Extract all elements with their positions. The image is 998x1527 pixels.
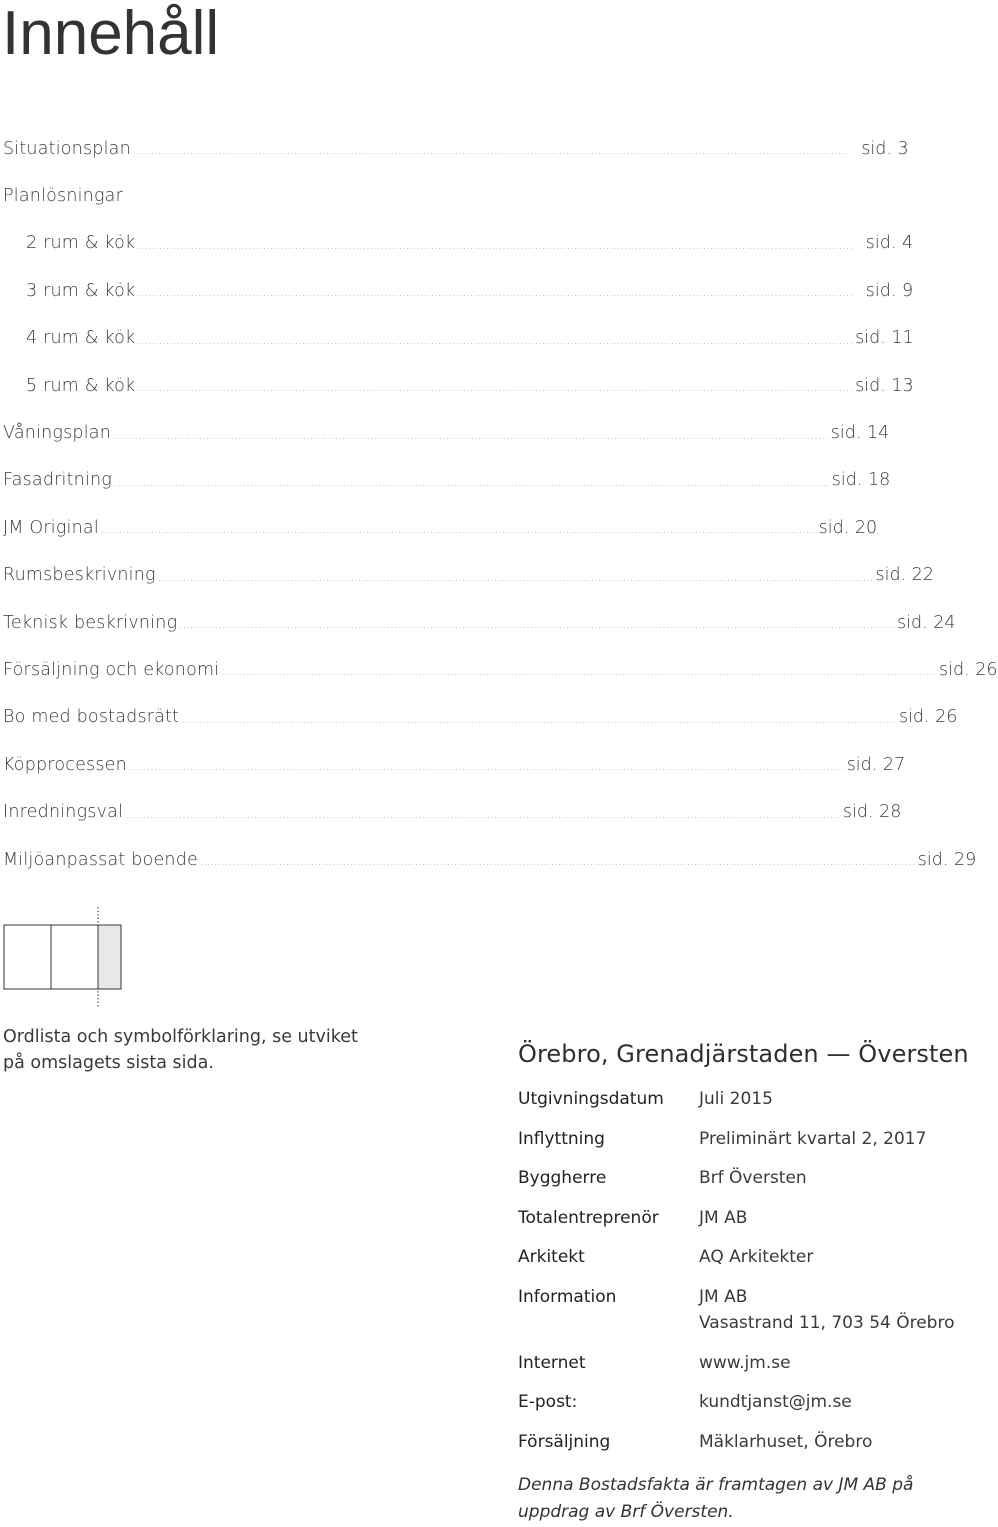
fact-row	[518, 1165, 958, 1192]
fact-key: Inflyttning	[518, 1128, 605, 1149]
fact-value-group	[699, 1284, 958, 1337]
dot-leader: ........................................................................................................................................................................................................	[137, 240, 854, 252]
fold-panel-left	[4, 925, 51, 989]
fold-panel-shaded	[98, 925, 121, 989]
website-link[interactable]: www.jm.se	[699, 1352, 791, 1373]
fact-value-address: Vasastrand 11, 703 54 Örebro	[699, 1313, 955, 1333]
toc-entry[interactable]	[3, 125, 909, 172]
toc-entry-label: 4 rum & kök	[26, 328, 136, 349]
toc-entry-label: 3 rum & kök	[26, 280, 136, 301]
foldout-icon	[3, 905, 123, 1010]
toc-entry-label: Våningsplan	[3, 423, 111, 444]
fact-row	[518, 1284, 958, 1337]
fact-value: JM AB	[699, 1286, 748, 1307]
toc-entry-page: sid. 26	[939, 659, 998, 680]
toc-entry[interactable]	[3, 788, 902, 835]
toc-entry[interactable]	[3, 220, 914, 267]
fact-value: Mäklarhuset, Örebro	[699, 1431, 873, 1452]
toc-entry[interactable]	[3, 315, 914, 362]
dot-leader: ........................................................................................................................................................................................................	[199, 857, 916, 869]
fact-key: Internet	[518, 1352, 586, 1373]
disclaimer: Denna Bostadsfakta är framtagen av JM AB på uppdrag av Brf Översten.	[518, 1475, 914, 1522]
dot-leader: ........................................................................................................................................................................................................	[137, 383, 854, 395]
bostadsfakta-box	[518, 1034, 969, 1522]
fact-value: Preliminärt kvartal 2, 2017	[699, 1128, 927, 1149]
toc-entry[interactable]	[3, 409, 890, 456]
toc-entry-page: sid. 27	[846, 754, 906, 775]
toc-entry-page: sid. 22	[875, 565, 934, 586]
fact-value: Juli 2015	[699, 1089, 773, 1109]
table-of-contents	[3, 125, 998, 883]
toc-entry[interactable]	[3, 646, 998, 693]
toc-entry-label: Försäljning och ekonomi	[3, 659, 220, 680]
toc-entry[interactable]	[3, 836, 977, 883]
dot-leader: ........................................................................................................................................................................................................	[137, 335, 854, 347]
dot-leader: ........................................................................................................................................................................................................	[100, 525, 817, 537]
fact-value: AQ Arkitekter	[699, 1247, 814, 1267]
dot-leader: ........................................................................................................................................................................................................	[113, 430, 829, 442]
toc-entry-page: sid. 29	[917, 849, 977, 870]
fact-value: Brf Översten	[699, 1168, 807, 1188]
toc-entry-label: Miljöanpassat boende	[3, 849, 198, 870]
toc-entry-page: sid. 24	[897, 612, 956, 633]
toc-entry[interactable]	[3, 552, 934, 599]
toc-entry-label: JM Original	[3, 517, 99, 538]
project-title: Örebro, Grenadjärstaden — Översten	[518, 1040, 969, 1068]
toc-entry-page: sid. 18	[831, 470, 891, 491]
fact-key: Utgivningsdatum	[518, 1089, 664, 1109]
fact-key: Information	[518, 1286, 617, 1307]
fact-row	[518, 1086, 958, 1113]
toc-entry-page: sid. 26	[898, 707, 958, 728]
toc-entry-page: sid. 13	[855, 375, 914, 396]
fact-key: Arkitekt	[518, 1247, 585, 1267]
fact-key: E-post:	[518, 1392, 578, 1412]
toc-entry[interactable]	[3, 741, 906, 788]
page-title: Innehåll	[2, 0, 220, 68]
dot-leader: ........................................................................................................................................................................................................	[181, 714, 897, 726]
glossary-note: Ordlista och symbolförklaring, se utviket på omslagets sista sida.	[3, 1027, 358, 1073]
fact-key: Byggherre	[518, 1168, 607, 1188]
fact-row	[518, 1126, 958, 1153]
dot-leader: ........................................................................................................................................................................................................	[157, 572, 874, 584]
toc-entry[interactable]	[3, 267, 914, 314]
toc-entry-label: Situationsplan	[3, 138, 131, 159]
toc-entry-page: sid. 3	[861, 138, 909, 159]
toc-entry[interactable]	[3, 694, 958, 741]
toc-entry-label: Fasadritning	[3, 470, 112, 491]
email-link[interactable]: kundtjanst@jm.se	[699, 1392, 852, 1412]
toc-entry[interactable]	[3, 504, 878, 551]
toc-entry[interactable]	[3, 599, 956, 646]
dot-leader: ........................................................................................................................................................................................................	[221, 667, 938, 679]
toc-entry-page: sid. 20	[818, 517, 878, 538]
fact-row	[518, 1429, 958, 1456]
toc-entry-label: 2 rum & kök	[26, 233, 136, 254]
fold-panel-middle	[51, 925, 98, 989]
dot-leader: ........................................................................................................................................................................................................	[125, 809, 841, 821]
toc-entry-label: Planlösningar	[3, 186, 123, 207]
fact-key: Försäljning	[518, 1431, 611, 1452]
dot-leader: ........................................................................................................................................................................................................	[128, 762, 845, 774]
fact-value: JM AB	[699, 1207, 748, 1228]
dot-leader: ........................................................................................................................................................................................................	[179, 620, 896, 632]
fact-row	[518, 1244, 958, 1271]
toc-section-heading	[3, 172, 459, 219]
dot-leader: ........................................................................................................................................................................................................	[132, 146, 849, 158]
toc-entry-label: Inredningsval	[3, 802, 124, 823]
fact-row	[518, 1350, 958, 1377]
fact-row	[518, 1389, 958, 1416]
toc-entry-page: sid. 14	[830, 423, 890, 444]
dot-leader: ........................................................................................................................................................................................................	[137, 288, 854, 300]
toc-entry[interactable]	[3, 457, 891, 504]
toc-entry-page: sid. 11	[855, 328, 914, 349]
toc-entry-page: sid. 4	[865, 233, 914, 254]
toc-entry-page: sid. 28	[842, 802, 902, 823]
dot-leader: ........................................................................................................................................................................................................	[114, 477, 830, 489]
toc-entry-label: Bo med bostadsrätt	[3, 707, 180, 728]
toc-entry-label: Köpprocessen	[3, 754, 127, 775]
toc-entry-page: sid. 9	[865, 280, 914, 301]
fact-key: Totalentreprenör	[518, 1207, 659, 1228]
toc-entry-label: Rumsbeskrivning	[3, 565, 156, 586]
fact-row	[518, 1205, 958, 1232]
facts-table	[518, 1086, 958, 1455]
toc-entry-label: 5 rum & kök	[26, 375, 136, 396]
toc-entry-label: Teknisk beskrivning	[3, 612, 178, 633]
toc-entry[interactable]	[3, 362, 914, 409]
